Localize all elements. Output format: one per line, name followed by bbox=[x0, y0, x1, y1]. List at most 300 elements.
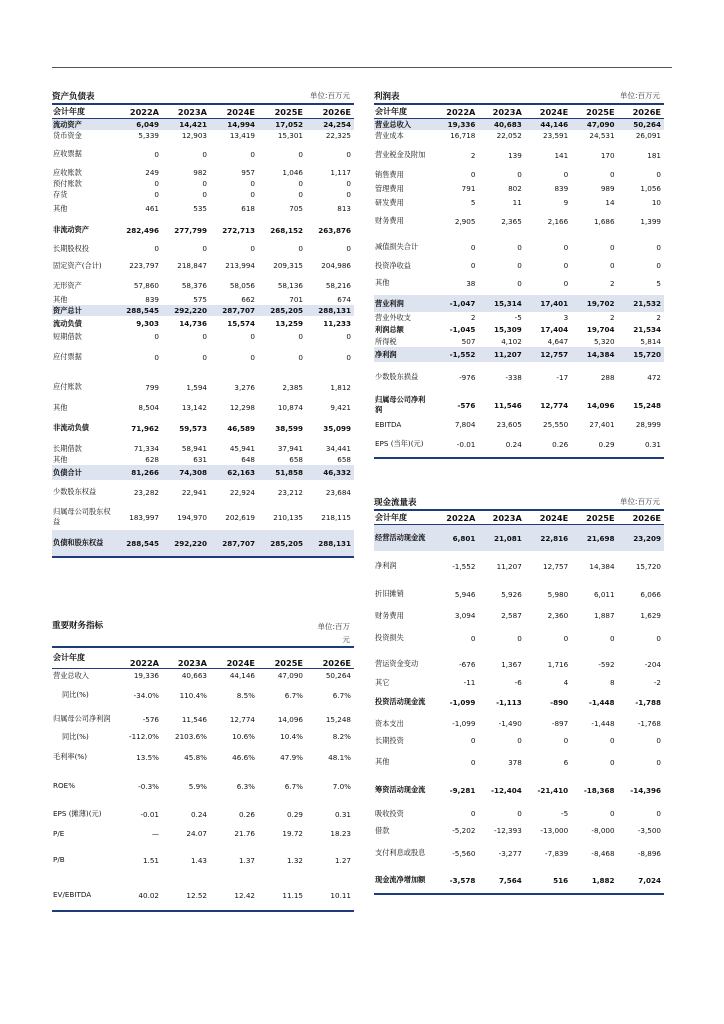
cell-value: 0 bbox=[470, 757, 476, 767]
cell-value: 5.9% bbox=[188, 781, 207, 791]
cell-value: 0 bbox=[470, 809, 476, 818]
cell-value: 11,207 bbox=[478, 347, 524, 362]
row-label: 筹资活动现金流 bbox=[375, 785, 426, 794]
row-label: 应收账款 bbox=[53, 167, 82, 177]
row-label: 经营活动现金流 bbox=[374, 525, 432, 551]
table-row bbox=[374, 525, 664, 551]
cell-value: 1,046 bbox=[282, 168, 303, 177]
cell-value: 11 bbox=[512, 198, 522, 207]
table-row bbox=[374, 312, 664, 323]
cell-value: -12,404 bbox=[491, 785, 522, 795]
table-row bbox=[52, 530, 354, 556]
cell-value: 218,115 bbox=[321, 512, 351, 522]
year-header: 2026E bbox=[632, 512, 661, 523]
table-row bbox=[52, 243, 354, 254]
row-label: 净利润 bbox=[374, 347, 432, 362]
table-row bbox=[374, 732, 664, 749]
cell-value: 0 bbox=[563, 170, 569, 179]
cell-value: 202,619 bbox=[225, 512, 255, 522]
cell-value: 9,303 bbox=[136, 319, 159, 328]
table-row bbox=[52, 189, 354, 200]
cell-value: 249 bbox=[145, 168, 159, 177]
year-header: 2024E bbox=[226, 658, 255, 668]
balance-sheet-unit: 单位:百万元 bbox=[309, 91, 350, 100]
row-label: EBITDA bbox=[375, 419, 402, 429]
row-label: 折旧摊销 bbox=[375, 589, 404, 598]
cell-value: -112.0% bbox=[129, 732, 159, 741]
table-row bbox=[52, 708, 354, 730]
cell-value: 0 bbox=[202, 332, 207, 341]
cell-value: 44,146 bbox=[525, 119, 571, 130]
cell-value: -1,448 bbox=[588, 697, 615, 707]
cell-value: 11,546 bbox=[181, 714, 207, 724]
cell-value: 292,220 bbox=[162, 530, 210, 556]
row-label: 流动负债 bbox=[53, 318, 82, 328]
cell-value: 472 bbox=[647, 372, 661, 382]
year-header: 2025E bbox=[274, 106, 303, 117]
cell-value: 50,264 bbox=[618, 119, 664, 130]
cell-value: 27,401 bbox=[589, 420, 615, 429]
cell-value: 16,718 bbox=[450, 131, 476, 140]
year-header: 2026E bbox=[322, 106, 351, 117]
table-row bbox=[52, 827, 354, 840]
cell-value: 2,360 bbox=[547, 611, 569, 620]
cell-value: -0.01 bbox=[456, 439, 476, 449]
cell-value: 23,684 bbox=[325, 487, 351, 497]
cell-value: 0 bbox=[563, 242, 569, 252]
cell-value: 223,797 bbox=[129, 261, 159, 270]
row-label: 营运资金变动 bbox=[375, 659, 419, 668]
cell-value: 4 bbox=[563, 678, 569, 687]
table-row bbox=[374, 119, 664, 130]
cell-value: 0 bbox=[346, 179, 351, 188]
row-label: 货币资金 bbox=[53, 130, 82, 140]
row-label: EPS (摊薄)(元) bbox=[53, 809, 102, 818]
table-row bbox=[374, 295, 664, 312]
cell-value: 0 bbox=[563, 261, 569, 270]
cell-value: 0 bbox=[609, 736, 615, 745]
table-row bbox=[52, 119, 354, 130]
cell-value: 35,099 bbox=[323, 423, 351, 433]
cell-value: 24.07 bbox=[186, 829, 207, 838]
cell-value: 3,276 bbox=[234, 382, 255, 392]
cell-value: 6.7% bbox=[284, 781, 303, 791]
table-row bbox=[52, 443, 354, 454]
year-header: 2025E bbox=[274, 658, 303, 668]
cell-value: 8.5% bbox=[236, 690, 255, 700]
cell-value: 15,301 bbox=[277, 131, 303, 140]
year-header: 2025E bbox=[586, 512, 615, 523]
cell-value: 839 bbox=[554, 184, 569, 193]
cell-value: 2,365 bbox=[501, 216, 522, 226]
cell-value: 10,874 bbox=[277, 403, 303, 412]
table-row bbox=[52, 801, 354, 827]
cell-value: 12,757 bbox=[525, 347, 571, 362]
cell-value: 40.02 bbox=[138, 890, 159, 900]
cell-value: 0 bbox=[346, 244, 351, 253]
balance-sheet-table bbox=[52, 105, 354, 556]
cell-value: 0 bbox=[656, 809, 661, 818]
cell-value: 0 bbox=[250, 244, 255, 253]
cell-value: 13,259 bbox=[275, 319, 303, 328]
cell-value: 1,367 bbox=[501, 659, 522, 669]
cell-value: 28,999 bbox=[635, 420, 661, 429]
cell-value: 14,096 bbox=[277, 714, 303, 724]
cell-value: 288 bbox=[600, 372, 615, 382]
row-label: 少数股东权益 bbox=[53, 487, 97, 496]
cell-value: 15,574 bbox=[227, 319, 255, 328]
table-row bbox=[374, 624, 664, 652]
cell-value: 24,531 bbox=[589, 131, 615, 140]
cell-value: 58,216 bbox=[325, 281, 351, 290]
cell-value: -18,368 bbox=[583, 785, 615, 795]
cell-value: -8,000 bbox=[591, 826, 615, 835]
row-label: 研发费用 bbox=[375, 197, 404, 207]
cell-value: 285,205 bbox=[258, 305, 306, 316]
cell-value: 21,532 bbox=[618, 295, 664, 312]
row-label: 营业利润 bbox=[374, 295, 432, 312]
row-label: 同比(%) bbox=[62, 690, 89, 699]
table-row bbox=[374, 689, 664, 715]
cell-value: -3,277 bbox=[498, 848, 522, 858]
cell-value: 21,698 bbox=[571, 525, 617, 551]
cell-value: 0 bbox=[202, 352, 207, 362]
cell-value: 47.9% bbox=[280, 752, 303, 762]
cell-value: 62,163 bbox=[210, 465, 258, 480]
cell-value: 1.37 bbox=[238, 855, 255, 865]
cell-value: 378 bbox=[508, 757, 522, 767]
row-label: 利润总额 bbox=[375, 324, 404, 334]
table-row bbox=[374, 169, 664, 180]
table-row bbox=[52, 771, 354, 801]
cell-value: 21,534 bbox=[633, 325, 661, 334]
cell-value: -9,281 bbox=[449, 785, 476, 795]
cell-value: 1,686 bbox=[593, 216, 615, 226]
cell-value: -5,560 bbox=[452, 848, 476, 858]
table-row bbox=[52, 402, 354, 413]
cell-value: 19,336 bbox=[133, 671, 159, 680]
row-label: 减值损失合计 bbox=[375, 242, 419, 251]
table-row bbox=[52, 217, 354, 243]
key-ratios-title: 重要财务指标 bbox=[52, 621, 104, 631]
table-row bbox=[52, 480, 354, 504]
row-label: 长期借款 bbox=[53, 443, 82, 453]
cell-value: 7,804 bbox=[454, 420, 476, 429]
cell-value: 210,135 bbox=[273, 512, 303, 522]
cell-value: 0 bbox=[202, 190, 207, 199]
year-header: 2022A bbox=[446, 512, 476, 523]
cell-value: 213,994 bbox=[225, 261, 255, 270]
income-statement-panel bbox=[374, 90, 664, 459]
cell-value: 575 bbox=[193, 295, 207, 304]
cell-value: 5,814 bbox=[640, 337, 661, 346]
row-label: 其他 bbox=[375, 278, 390, 287]
cell-value: 74,308 bbox=[162, 465, 210, 480]
table-row bbox=[374, 805, 664, 822]
cell-value: 0.26 bbox=[552, 439, 569, 449]
header-row bbox=[374, 105, 664, 118]
cell-value: 0.29 bbox=[598, 439, 615, 449]
cell-value: 288,545 bbox=[114, 530, 162, 556]
table-row bbox=[374, 607, 664, 624]
year-header: 2024E bbox=[539, 106, 569, 117]
cell-value: 0 bbox=[609, 242, 615, 252]
cell-value: 38 bbox=[466, 278, 476, 288]
cell-value: 0 bbox=[154, 190, 159, 199]
cell-value: -12,393 bbox=[494, 826, 522, 835]
cell-value: 0 bbox=[517, 633, 522, 643]
table-row bbox=[374, 141, 664, 169]
row-label: 流动资产 bbox=[52, 119, 114, 130]
table-row bbox=[52, 200, 354, 217]
cell-value: 285,205 bbox=[258, 530, 306, 556]
cell-value: 15,248 bbox=[325, 714, 351, 724]
income-statement-table bbox=[374, 105, 664, 457]
row-label: 营业成本 bbox=[375, 130, 404, 140]
year-header: 2023A bbox=[492, 106, 522, 117]
table-row bbox=[52, 294, 354, 305]
cell-value: 791 bbox=[461, 184, 476, 193]
table-row bbox=[374, 822, 664, 839]
row-label: 负债合计 bbox=[52, 465, 114, 480]
table-row bbox=[52, 342, 354, 372]
balance-sheet-panel bbox=[52, 90, 354, 558]
cell-value: 0 bbox=[470, 261, 476, 270]
key-ratios-unit: 单位:百万元 bbox=[317, 622, 350, 644]
row-label: 吸收投资 bbox=[375, 808, 404, 818]
cash-flow-table bbox=[374, 511, 664, 893]
cell-value: 1,056 bbox=[640, 184, 661, 193]
cell-value: 12,774 bbox=[540, 400, 569, 410]
cell-value: 6,049 bbox=[114, 119, 162, 130]
table-row bbox=[374, 715, 664, 732]
cell-value: 277,799 bbox=[174, 225, 207, 235]
row-label: P/E bbox=[53, 828, 65, 838]
cell-value: 8 bbox=[609, 678, 615, 687]
cell-value: 0 bbox=[298, 149, 303, 159]
cell-value: 5 bbox=[656, 278, 661, 288]
cell-value: 6 bbox=[563, 757, 569, 767]
cell-value: 11.15 bbox=[282, 890, 303, 900]
row-label: P/B bbox=[53, 855, 65, 864]
cell-value: -1,045 bbox=[449, 325, 476, 334]
row-label: 应付账款 bbox=[53, 382, 82, 391]
cell-value: -34.0% bbox=[133, 690, 159, 700]
cell-value: 0 bbox=[517, 261, 522, 270]
table-row bbox=[52, 277, 354, 294]
cell-value: 282,496 bbox=[126, 225, 159, 235]
cell-value: 0.24 bbox=[190, 809, 207, 819]
cell-value: -5 bbox=[561, 809, 569, 818]
cell-value: 1,882 bbox=[591, 875, 615, 885]
row-label: 归属母公司净利润 bbox=[53, 714, 111, 723]
table-row bbox=[374, 392, 664, 418]
cell-value: 0.24 bbox=[505, 439, 522, 449]
cell-value: 0 bbox=[656, 757, 661, 767]
table-row bbox=[374, 197, 664, 208]
cell-value: 0 bbox=[154, 332, 159, 341]
cell-value: 10.11 bbox=[330, 890, 351, 900]
cell-value: 0 bbox=[298, 244, 303, 253]
row-label: 财务费用 bbox=[375, 216, 404, 225]
cell-value: 22,052 bbox=[496, 131, 522, 140]
cell-value: 4,102 bbox=[501, 337, 522, 346]
cell-value: -8,896 bbox=[637, 848, 661, 858]
cell-value: 2,166 bbox=[547, 216, 569, 226]
cell-value: 10.6% bbox=[232, 732, 255, 741]
row-label: 营业外收支 bbox=[375, 312, 411, 322]
header-row bbox=[52, 648, 354, 668]
cell-value: 0 bbox=[346, 332, 351, 341]
row-label: 同比(%) bbox=[62, 731, 89, 741]
cell-value: -204 bbox=[644, 659, 661, 669]
cell-value: 0 bbox=[656, 261, 661, 270]
cell-value: 461 bbox=[145, 204, 159, 213]
cell-value: 6.7% bbox=[332, 690, 351, 700]
cell-value: 23,605 bbox=[496, 420, 522, 429]
cell-value: 272,713 bbox=[222, 225, 255, 235]
cell-value: 0 bbox=[609, 170, 615, 179]
table-row bbox=[52, 504, 354, 530]
cell-value: 799 bbox=[145, 382, 159, 392]
cell-value: 0 bbox=[656, 736, 661, 745]
row-label: 投资净收益 bbox=[375, 260, 411, 270]
cell-value: 19,704 bbox=[586, 325, 615, 334]
cell-value: 2103.6% bbox=[175, 732, 207, 741]
cell-value: -11 bbox=[463, 678, 476, 687]
row-label: 长期股权投 bbox=[53, 243, 89, 253]
cell-value: 0 bbox=[250, 332, 255, 341]
cell-value: -14,396 bbox=[630, 785, 661, 795]
row-label: 资产总计 bbox=[52, 305, 114, 316]
cell-value: 81,266 bbox=[114, 465, 162, 480]
cell-value: 17,401 bbox=[525, 295, 571, 312]
cell-value: 0 bbox=[202, 244, 207, 253]
cell-value: 0 bbox=[154, 179, 159, 188]
row-label: 所得税 bbox=[375, 336, 397, 346]
cell-value: 0.31 bbox=[644, 439, 661, 449]
cell-value: 2,587 bbox=[501, 611, 522, 620]
table-row bbox=[374, 418, 664, 431]
cell-value: 1,887 bbox=[593, 611, 615, 620]
row-label: 毛利率(%) bbox=[53, 752, 88, 761]
cell-value: 40,663 bbox=[181, 671, 207, 680]
cell-value: 0 bbox=[346, 352, 351, 362]
table-row bbox=[374, 867, 664, 893]
cell-value: 58,056 bbox=[229, 281, 255, 290]
cell-value: 658 bbox=[289, 455, 303, 464]
header-row bbox=[374, 511, 664, 524]
cell-value: 0 bbox=[202, 149, 207, 159]
cell-value: 268,152 bbox=[270, 225, 303, 235]
cell-value: 204,986 bbox=[321, 261, 351, 270]
cell-value: 44,146 bbox=[229, 671, 255, 680]
table-row bbox=[52, 316, 354, 331]
table-bottom-rule bbox=[52, 910, 354, 912]
cell-value: 12,774 bbox=[229, 714, 255, 724]
cell-value: 12,298 bbox=[229, 403, 255, 412]
row-label: 其他 bbox=[53, 454, 68, 464]
cell-value: 14 bbox=[605, 198, 615, 207]
cell-value: 51,858 bbox=[258, 465, 306, 480]
year-header: 2023A bbox=[492, 512, 522, 523]
cell-value: — bbox=[151, 829, 159, 838]
cell-value: 6.3% bbox=[236, 781, 255, 791]
cell-value: 11,546 bbox=[494, 400, 522, 410]
cell-value: 0 bbox=[656, 170, 661, 179]
table-bottom-rule bbox=[52, 556, 354, 558]
cell-value: 0 bbox=[154, 149, 159, 159]
cell-value: 139 bbox=[508, 150, 522, 160]
row-label: 财务费用 bbox=[375, 610, 404, 620]
cell-value: -592 bbox=[598, 659, 615, 669]
cell-value: -2 bbox=[653, 678, 661, 687]
cell-value: 1.51 bbox=[142, 855, 159, 865]
cell-value: 8,504 bbox=[138, 403, 159, 412]
cell-value: 7,564 bbox=[499, 875, 522, 885]
cell-value: 45.8% bbox=[184, 752, 207, 762]
table-row bbox=[52, 840, 354, 880]
cell-value: 50,264 bbox=[325, 671, 351, 680]
cell-value: 170 bbox=[600, 150, 615, 160]
cell-value: 287,707 bbox=[210, 305, 258, 316]
cell-value: 26,091 bbox=[635, 131, 661, 140]
cell-value: 12,757 bbox=[543, 561, 569, 571]
cell-value: 15,309 bbox=[494, 325, 522, 334]
table-bottom-rule bbox=[374, 457, 664, 459]
table-row bbox=[52, 254, 354, 277]
cell-value: -21,410 bbox=[537, 785, 569, 795]
cell-value: 18.23 bbox=[330, 829, 351, 838]
row-label: 其他 bbox=[53, 203, 68, 213]
cell-value: -13,000 bbox=[540, 826, 569, 835]
cell-value: 0 bbox=[250, 149, 255, 159]
table-row bbox=[52, 331, 354, 342]
cell-value: 14,421 bbox=[162, 119, 210, 130]
cell-value: 47,090 bbox=[277, 671, 303, 680]
cell-value: 287,707 bbox=[210, 530, 258, 556]
cell-value: 12,903 bbox=[181, 131, 207, 140]
cell-value: 9 bbox=[563, 198, 569, 207]
cell-value: 1.43 bbox=[190, 855, 207, 865]
cell-value: -976 bbox=[459, 372, 476, 382]
cell-value: -7,839 bbox=[545, 848, 569, 858]
table-row bbox=[374, 336, 664, 347]
table-row bbox=[52, 178, 354, 189]
cell-value: 0 bbox=[563, 633, 569, 643]
table-row bbox=[52, 130, 354, 141]
cell-value: -8,468 bbox=[591, 848, 615, 858]
cell-value: 0 bbox=[517, 170, 522, 179]
cell-value: 0 bbox=[656, 242, 661, 252]
cell-value: 21,081 bbox=[478, 525, 524, 551]
header-row bbox=[52, 105, 354, 118]
year-header: 2026E bbox=[322, 658, 351, 668]
cell-value: 0.29 bbox=[286, 809, 303, 819]
cell-value: 46,332 bbox=[306, 465, 354, 480]
cell-value: 58,376 bbox=[181, 281, 207, 290]
cell-value: 802 bbox=[508, 184, 522, 193]
table-row bbox=[52, 305, 354, 316]
cell-value: 1,629 bbox=[640, 611, 661, 620]
cell-value: 22,325 bbox=[325, 131, 351, 140]
cell-value: -338 bbox=[505, 372, 522, 382]
table-row bbox=[52, 413, 354, 443]
row-label: 借款 bbox=[375, 825, 390, 835]
cell-value: 5,339 bbox=[138, 131, 159, 140]
cell-value: 14,384 bbox=[571, 347, 617, 362]
cell-value: -1,552 bbox=[452, 561, 476, 571]
